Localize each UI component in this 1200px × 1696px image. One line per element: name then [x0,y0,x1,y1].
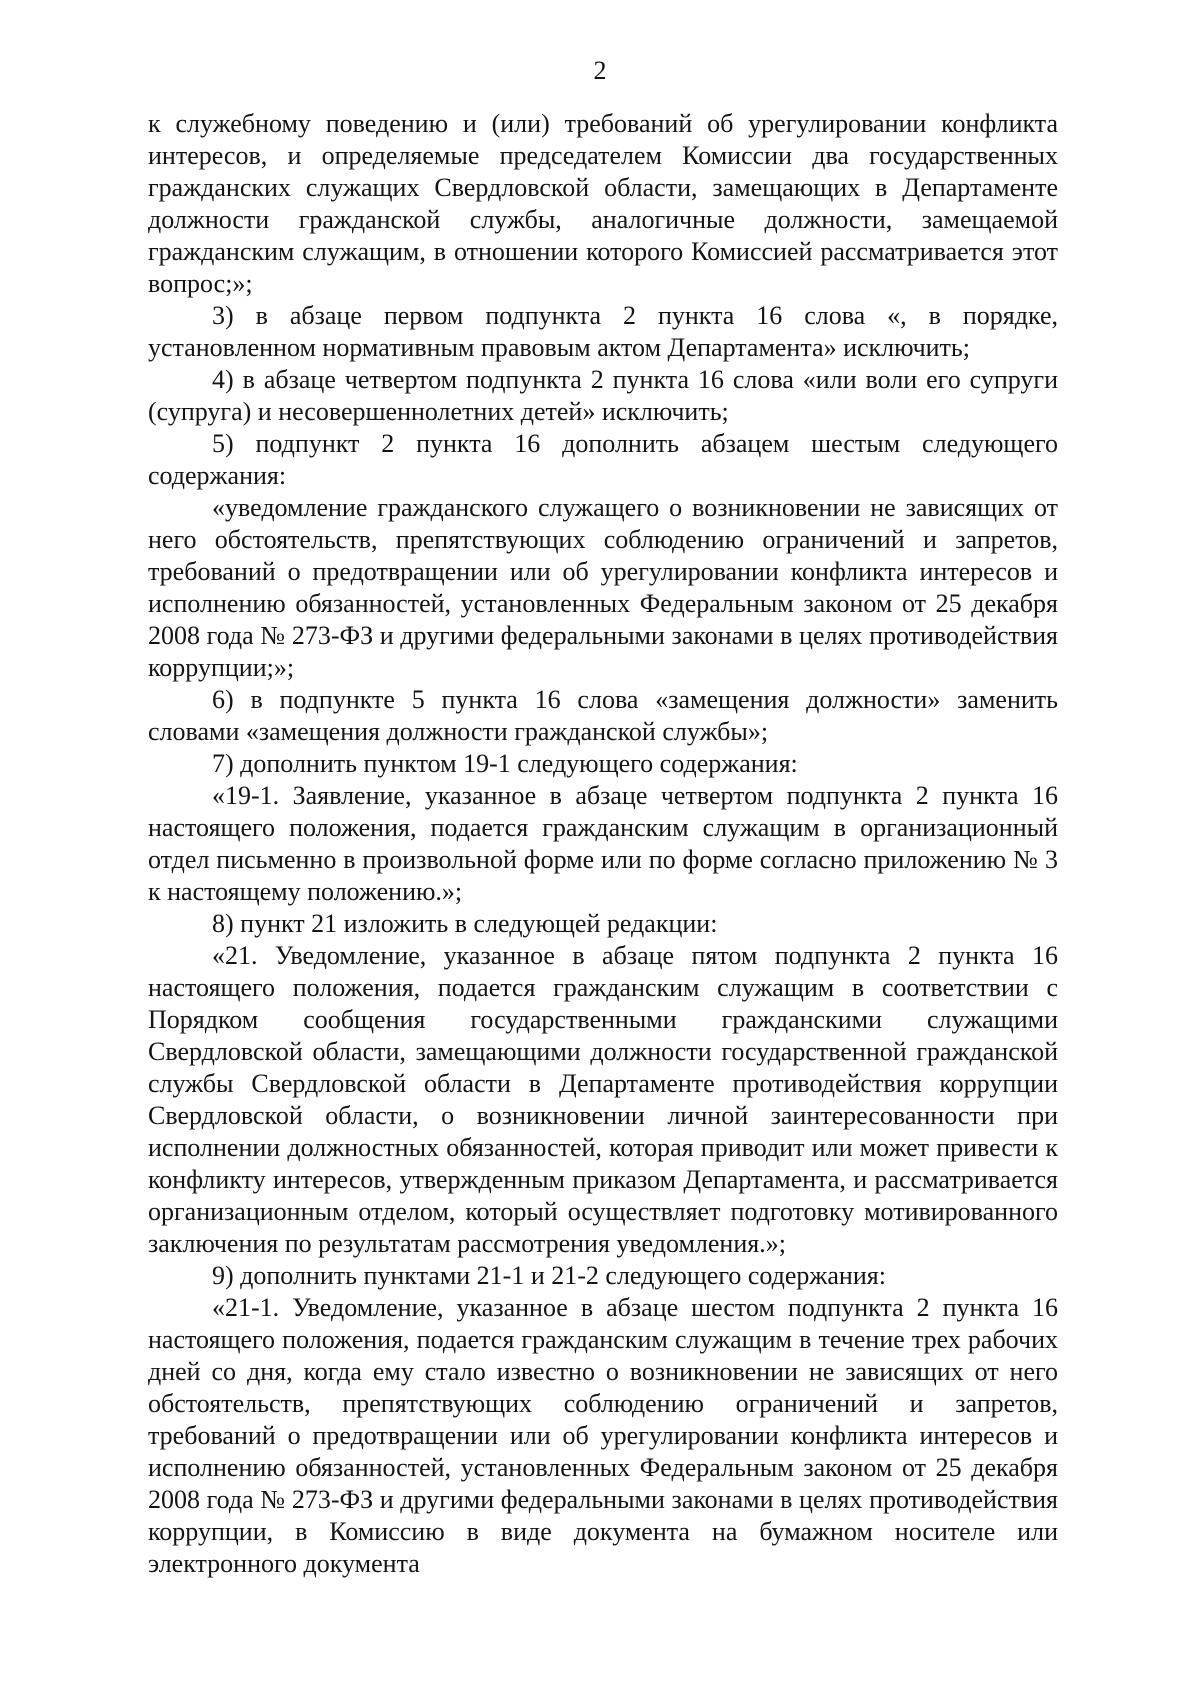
paragraph-item-6: 6) в подпункте 5 пункта 16 слова «замещения должности» заменить словами «замещения должности гражданской службы»; [148,685,1058,746]
paragraph-item-8: 8) пункт 21 изложить в следующей редакции: [212,909,718,938]
paragraph-item-3: 3) в абзаце первом подпункта 2 пункта 16 слова «, в порядке, установленном нормативным правовым актом Департамента» исключить; [148,301,1058,362]
paragraph-item-5: 5) подпункт 2 пункта 16 дополнить абзацем шестым следующего содержания: [148,429,1058,490]
page-number: 2 [593,56,607,85]
document-body [148,108,1058,1580]
paragraph-continuation: к служебному поведению и (или) требований об урегулировании конфликта интересов, и определяемые председателем Комиссии два государственных гражданских служащих Свердловской области, замещающих в Департаменте должности гражданской службы, аналогичные должности, замещаемой гражданским служащим, в отношении которого Комиссией рассматривается этот вопрос;»; [148,109,1058,298]
paragraph-item-9: 9) дополнить пунктами 21-1 и 21-2 следующего содержания: [212,1261,886,1290]
paragraph-item-4: 4) в абзаце четвертом подпункта 2 пункта 16 слова «или воли его супруги (супруга) и несовершеннолетних детей» исключить; [148,365,1058,426]
paragraph-item-7: 7) дополнить пунктом 19-1 следующего содержания: [212,749,798,778]
paragraph-quote-21: «21. Уведомление, указанное в абзаце пятом подпункта 2 пункта 16 настоящего положения, подается гражданским служащим в соответствии с Порядком сообщения государственными гражданскими служащими Свердловской области, замещающими должности государственной гражданской службы Свердловской области в Департаменте противодействия коррупции Свердловской области, о возникновении личной заинтересованности при исполнении должностных обязанностей, которая приводит или может привести к конфликту интересов, утвержденным приказом Департамента, и рассматривается организационным отделом, который осуществляет подготовку мотивированного заключения по результатам рассмотрения уведомления.»; [148,941,1058,1258]
paragraph-quote-notification: «уведомление гражданского служащего о возникновении не зависящих от него обстоятельств, препятствующих соблюдению ограничений и запретов, требований о предотвращении или об урегулировании конфликта интересов и исполнению обязанностей, установленных Федеральным законом от 25 декабря 2008 года № 273-ФЗ и другими федеральными законами в целях противодействия коррупции;»; [148,493,1058,682]
paragraph-quote-21-1: «21-1. Уведомление, указанное в абзаце шестом подпункта 2 пункта 16 настоящего положения, подается гражданским служащим в течение трех рабочих дней со дня, когда ему стало известно о возникновении не зависящих от него обстоятельств, препятствующих соблюдению ограничений и запретов, требований о предотвращении или об урегулировании конфликта интересов и исполнению обязанностей, установленных Федеральным законом от 25 декабря 2008 года № 273-ФЗ и другими федеральными законами в целях противодействия коррупции, в Комиссию в виде документа на бумажном носителе или электронного документа [148,1293,1058,1578]
paragraph-quote-19-1: «19-1. Заявление, указанное в абзаце четвертом подпункта 2 пункта 16 настоящего положения, подается гражданским служащим в организационный отдел письменно в произвольной форме или по форме согласно приложению № 3 к настоящему положению.»; [148,781,1058,906]
